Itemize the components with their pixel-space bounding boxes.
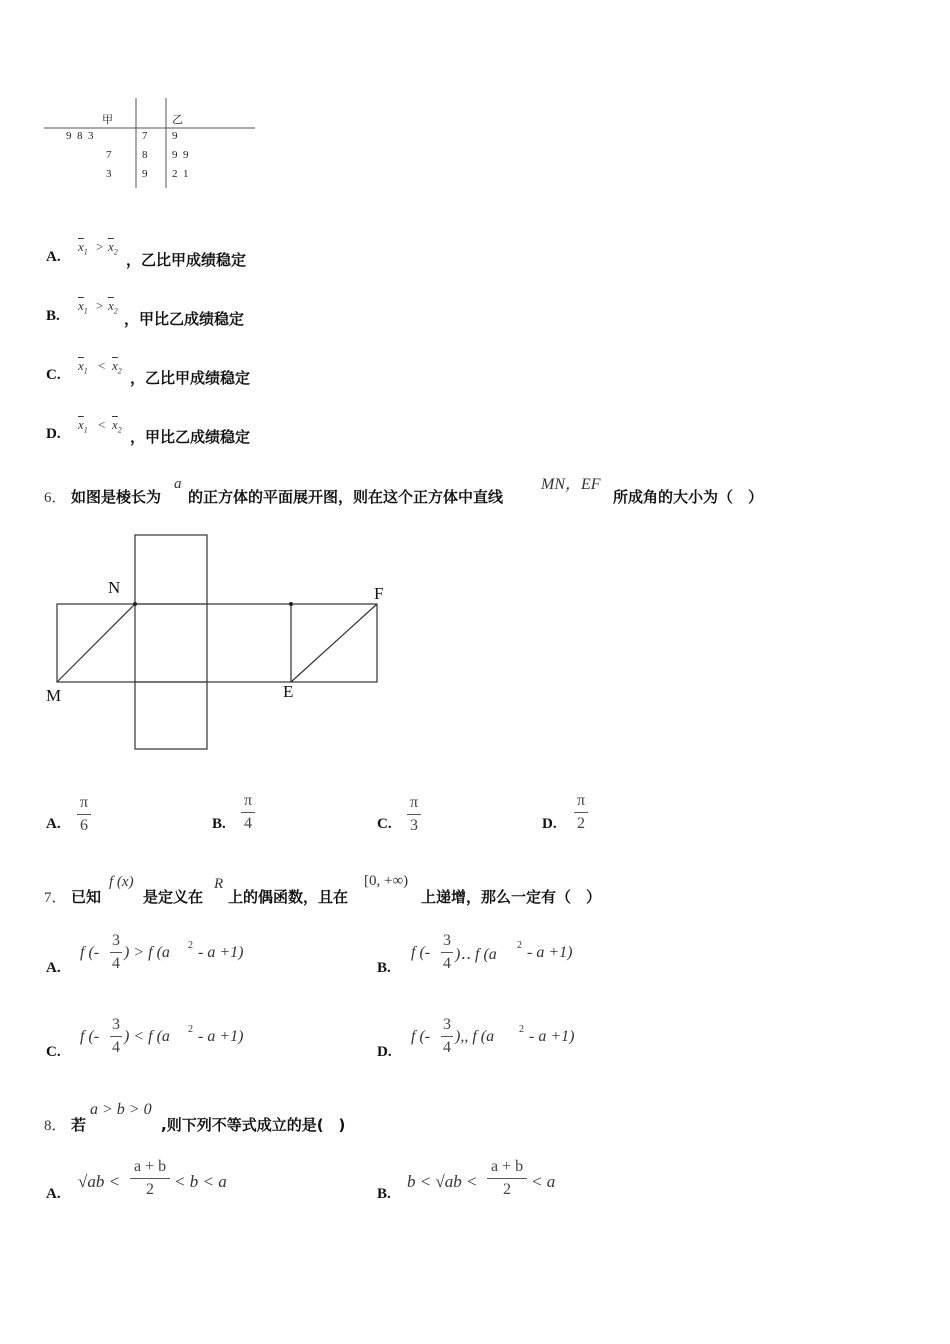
q6-option-b[interactable] [212,792,332,840]
stem-leaf-lines [44,98,256,190]
fraction-pi-4: π 4 [241,792,255,833]
option-label: D. [542,816,557,832]
fraction-a-plus-b-over-2: a + b 2 [487,1158,527,1199]
q8-option-b[interactable] [377,1156,697,1208]
expr-post: < b < a [174,1172,227,1191]
fraction-a-plus-b-over-2: a + b 2 [130,1158,170,1199]
label-m: M [46,686,62,705]
cube-net-figure [40,530,400,760]
q5-option-c[interactable] [46,354,346,388]
fraction-3-4: 3 4 [443,932,451,972]
label-f: F [374,584,384,603]
q5-option-a[interactable] [46,236,346,270]
q5-option-d[interactable] [46,413,346,447]
set-r: R [214,876,224,892]
q7-option-b[interactable] [377,930,697,980]
xbar-1: $\overline{x}_1$ [78,298,88,316]
fraction-3-4: 3 4 [443,1016,451,1056]
option-label: D. [46,426,61,442]
label-e: E [283,682,294,701]
interval: [0, +∞) [364,873,409,889]
xbar-1: $\overline{x}_1$ [78,417,88,435]
option-label: B. [212,816,226,832]
expr-post: ) > f (a [124,944,170,961]
option-text: ，乙比甲成绩稳定 [126,251,247,269]
row-left-1: 9 8 3 [66,130,94,142]
expr-post: < a [531,1172,556,1191]
question-number: 6． [44,490,67,506]
q5-option-b[interactable] [46,295,346,329]
xbar-1: $\overline{x}_1$ [78,239,88,257]
expr-tail: - a +1) [194,944,244,961]
lines-mn-ef: MN，EF [541,476,601,493]
expr-post: )‥ f (a [455,946,497,963]
option-text: ，甲比乙成绩稳定 [130,428,251,446]
option-label: C. [46,1044,61,1060]
option-label: C. [46,367,61,383]
expr-pre: f (- [80,944,100,961]
compare-op: < [98,417,106,432]
question-number: 7． [44,890,67,906]
question-text: 已知 [71,888,102,906]
option-label: B. [46,308,60,324]
question-text: 所成角的大小为（ ） [613,488,764,506]
xbar-2: $\overline{x}_2$ [112,358,122,376]
option-label: A. [46,249,61,265]
var-a: a [174,476,182,492]
row-left-2: 7 [106,149,112,161]
cube-net-drawing [40,530,400,760]
expr-pre: f (- [80,1028,100,1045]
q6-option-d[interactable] [542,792,662,840]
q7-option-a[interactable] [46,930,366,980]
compare-op: < [98,358,106,373]
condition: a > b > 0 [90,1101,152,1118]
question-number: 8． [44,1118,67,1134]
q8-option-a[interactable] [46,1156,366,1208]
q6-option-a[interactable] [46,792,166,840]
header-jia: 甲 [102,114,113,126]
q7-option-c[interactable] [46,1014,366,1064]
row-right-3: 2 1 [172,168,189,180]
question-text: 是定义在 [143,888,204,906]
expr-tail: - a +1) [525,1028,575,1045]
row-stem-1: 7 [142,130,148,142]
exponent: 2 [188,1024,193,1035]
fraction-3-4: 3 4 [112,932,120,972]
q7-option-d[interactable] [377,1014,697,1064]
option-text: ，乙比甲成绩稳定 [130,369,251,387]
option-text: ，甲比乙成绩稳定 [124,310,245,328]
compare-op: > [96,239,104,254]
row-right-1: 9 [172,130,178,142]
fraction-pi-3: π 3 [407,794,421,835]
q6-option-c[interactable] [377,792,497,840]
option-label: A. [46,1186,61,1202]
question-text: 如图是棱长为 [71,488,162,506]
exponent: 2 [519,1024,524,1035]
expr-pre: b < √ab < [407,1172,478,1191]
question-text: 上递增，那么一定有（ ） [421,888,602,906]
question-text: 上的偶函数，且在 [228,888,349,906]
xbar-2: $\overline{x}_2$ [112,417,122,435]
fraction-pi-6: π 6 [77,794,91,835]
compare-op: > [96,298,104,313]
row-stem-3: 9 [142,168,148,180]
option-label: B. [377,960,391,976]
xbar-1: $\overline{x}_1$ [78,358,88,376]
exponent: 2 [188,940,193,951]
label-n: N [108,578,121,597]
question-text: 若 [71,1116,87,1134]
question-text: 的正方体的平面展开图，则在这个正方体中直线 [188,488,504,506]
row-stem-2: 8 [142,149,148,161]
option-label: A. [46,960,61,976]
option-label: D. [377,1044,392,1060]
option-label: A. [46,816,61,832]
question-text: ,则下列不等式成立的是( ) [161,1116,346,1134]
option-label: B. [377,1186,391,1202]
expr-tail: - a +1) [523,944,573,961]
expr-tail: - a +1) [194,1028,244,1045]
exponent: 2 [517,940,522,951]
fraction-3-4: 3 4 [112,1016,120,1056]
question-8 [44,1098,844,1138]
row-right-2: 9 9 [172,149,189,161]
question-7 [44,870,844,910]
expr-post: ) < f (a [124,1028,170,1045]
option-label: C. [377,816,392,832]
xbar-2: $\overline{x}_2$ [108,239,118,257]
row-left-3: 3 [106,168,112,180]
expr-pre: f (- [411,1028,431,1045]
stem-leaf-plot [44,98,256,190]
header-yi: 乙 [172,114,183,126]
fraction-pi-2: π 2 [574,792,588,833]
xbar-2: $\overline{x}_2$ [108,298,118,316]
question-6 [44,470,844,510]
expr-pre: f (- [411,944,431,961]
expr-post: ),, f (a [455,1028,495,1045]
expr-fx: f (x) [109,874,134,890]
expr-pre: √ab < [78,1172,121,1191]
